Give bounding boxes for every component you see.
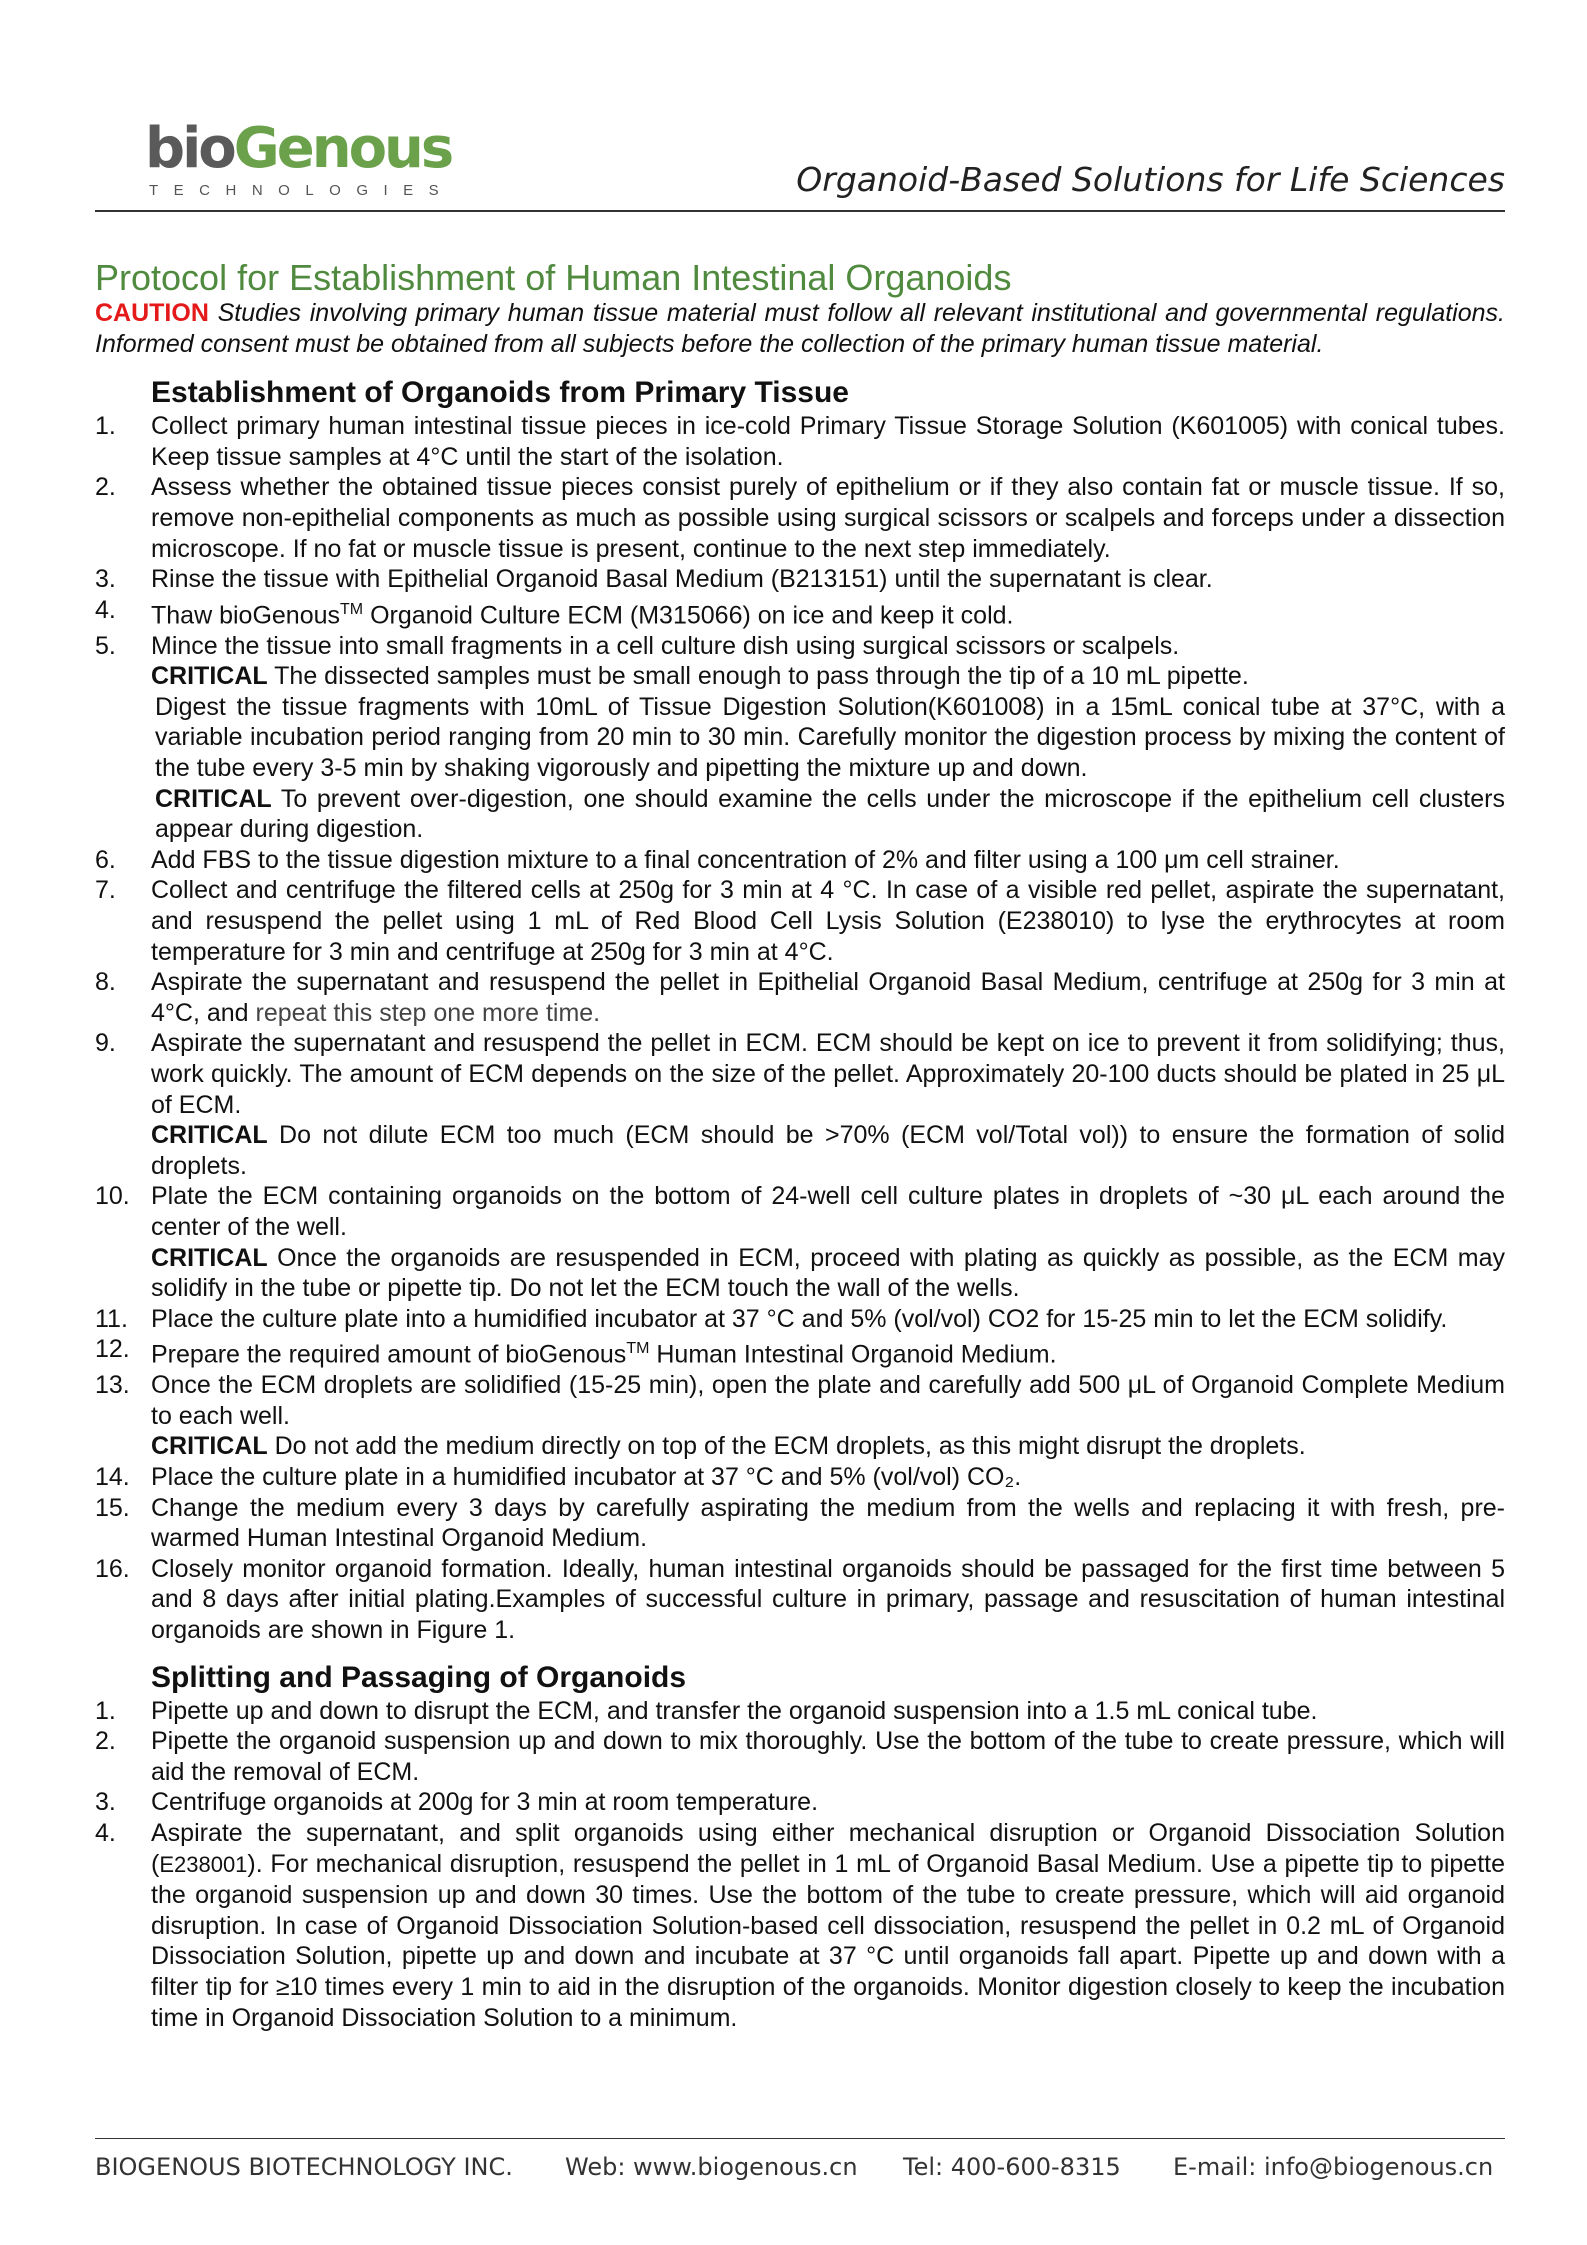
footer-divider xyxy=(95,2138,1505,2139)
step-number: 1. xyxy=(95,1696,116,1725)
step-text: Collect primary human intestinal tissue pieces in ice-cold Primary Tissue Storage Solution (K601005) with conical tubes. Keep tissue samples at 4°C until the start of the isolation. xyxy=(151,412,1505,471)
step-number: 8. xyxy=(95,968,116,997)
critical-note xyxy=(95,661,1505,692)
logo-wordmark-genous: Genous xyxy=(233,116,452,181)
step-text: Aspirate the supernatant and resuspend the pellet in Epithelial Organoid Basal Medium, centrifuge at 250g for 3 min at 4°C, and xyxy=(151,968,1505,1027)
step-number: 9. xyxy=(95,1029,116,1058)
step-number: 12. xyxy=(95,1335,130,1364)
section-heading-passaging: Splitting and Passaging of Organoids xyxy=(151,1660,687,1694)
step-number: 1. xyxy=(95,412,116,441)
step-text: ). For mechanical disruption, resuspend the pellet in 1 mL of Organoid Basal Medium. Use a pipette tip to pipette the organoid suspension up and down 30 times. Use the bottom of the tube to create pressure, which will aid organoid disruption. In case of Organoid Dissociation Solution-based cell dissociation, resuspend the pellet in 0.2 mL of Organoid Dissociation Solution, pipette up and down and incubate at 37 °C until organoids fall apart. Pipette up and down with a filter tip for ≥10 times every 1 min to aid in the disruption of the organoids. Monitor digestion closely to keep the incubation time in Organoid Dissociation Solution to a minimum. xyxy=(151,1849,1505,2032)
critical-note xyxy=(95,784,1505,845)
caution-text: Studies involving primary human tissue material must follow all relevant institutional and governmental regulations. Informed consent must be obtained from all subjects before the collection of the primary human tissue material. xyxy=(95,299,1505,358)
trademark-superscript: TM xyxy=(340,600,364,618)
list-item xyxy=(95,1818,1505,2033)
step-text: Plate the ECM containing organoids on the bottom of 24-well cell culture plates in droplets of ~30 μL each around the center of the well. xyxy=(151,1182,1505,1241)
establishment-steps xyxy=(95,411,1505,1645)
list-item xyxy=(95,1304,1505,1335)
list-item xyxy=(95,631,1505,662)
critical-text: The dissected samples must be small enough to pass through the tip of a 10 mL pipette. xyxy=(267,662,1249,691)
step-number: 4. xyxy=(95,595,116,624)
step-text: Rinse the tissue with Epithelial Organoid Basal Medium (B213151) until the supernatant is clear. xyxy=(151,565,1213,594)
critical-note xyxy=(95,1243,1505,1304)
trademark-superscript: TM xyxy=(626,1340,650,1358)
list-item xyxy=(95,1462,1505,1493)
critical-label: CRITICAL xyxy=(155,784,272,813)
logo-wordmark xyxy=(145,118,451,180)
step-text: Human Intestinal Organoid Medium. xyxy=(649,1340,1057,1369)
step-number: 7. xyxy=(95,876,116,905)
list-item xyxy=(95,1554,1505,1646)
page-header xyxy=(95,118,1505,214)
step-text: Add FBS to the tissue digestion mixture to a final concentration of 2% and filter using a 100 μm cell strainer. xyxy=(151,845,1340,874)
step-text: Place the culture plate in a humidified incubator at 37 °C and 5% (vol/vol) CO₂. xyxy=(151,1463,1022,1492)
caution-notice xyxy=(95,298,1505,359)
step-text: Closely monitor organoid formation. Ideally, human intestinal organoids should be passaged for the first time between 5 and 8 days after initial plating.Examples of successful culture in primary, passage and resuscitation of human intestinal organoids are shown in Figure 1. xyxy=(151,1554,1505,1644)
logo-subtitle: TECHNOLOGIES xyxy=(149,182,455,199)
catalog-number: E238001 xyxy=(159,1851,248,1877)
biogenous-logo xyxy=(145,116,455,199)
header-tagline: Organoid-Based Solutions for Life Sciences xyxy=(796,160,1505,199)
section-heading-establishment: Establishment of Organoids from Primary Tissue xyxy=(151,376,849,410)
step-number: 4. xyxy=(95,1818,116,1847)
critical-text: Do not dilute ECM too much (ECM should be >70% (ECM vol/Total vol)) to ensure the formation of solid droplets. xyxy=(151,1121,1505,1180)
list-item xyxy=(95,1370,1505,1431)
logo-wordmark-bio: bio xyxy=(145,116,234,181)
critical-note xyxy=(95,1431,1505,1462)
step-text: Pipette up and down to disrupt the ECM, and transfer the organoid suspension into a 1.5 mL conical tube. xyxy=(151,1696,1318,1725)
step-number: 5. xyxy=(95,631,116,660)
step-text: Aspirate the supernatant and resuspend the pellet in ECM. ECM should be kept on ice to prevent it from solidifying; thus, work quickly. The amount of ECM depends on the size of the pellet. Approximately 20-100 ducts should be plated in 25 μL of ECM. xyxy=(151,1029,1505,1119)
step-text: Pipette the organoid suspension up and down to mix thoroughly. Use the bottom of the tube to create pressure, which will aid the removal of ECM. xyxy=(151,1727,1505,1786)
step-number: 2. xyxy=(95,473,116,502)
header-divider xyxy=(95,210,1505,212)
list-item xyxy=(95,967,1505,1028)
step-text: Organoid Culture ECM (M315066) on ice and keep it cold. xyxy=(363,601,1014,630)
footer-web-link[interactable]: Web: www.biogenous.cn xyxy=(565,2153,858,2181)
step-text: Mince the tissue into small fragments in a cell culture dish using surgical scissors or scalpels. xyxy=(151,631,1180,660)
step-number: 6. xyxy=(95,845,116,874)
step-text: Thaw bioGenous xyxy=(151,601,341,630)
footer-company: BIOGENOUS BIOTECHNOLOGY INC. xyxy=(95,2153,513,2181)
footer-phone: Tel: 400-600-8315 xyxy=(903,2153,1121,2181)
step-text: Collect and centrifuge the filtered cells at 250g for 3 min at 4 °C. In case of a visible red pellet, aspirate the supernatant, and resuspend the pellet using 1 mL of Red Blood Cell Lysis Solution (E238010) to lyse the erythrocytes at room temperature for 3 min and centrifuge at 250g for 3 min at 4°C. xyxy=(151,876,1505,966)
list-item xyxy=(95,1696,1505,1727)
critical-label: CRITICAL xyxy=(151,662,268,691)
step-number: 11. xyxy=(95,1304,128,1333)
list-item xyxy=(95,472,1505,564)
step-number: 14. xyxy=(95,1463,130,1492)
step-number: 15. xyxy=(95,1493,130,1522)
page-title: Protocol for Establishment of Human Intestinal Organoids xyxy=(95,257,1012,298)
step-number: 13. xyxy=(95,1371,130,1400)
step-text: Once the ECM droplets are solidified (15-25 min), open the plate and carefully add 500 μL of Organoid Complete Medium to each well. xyxy=(151,1371,1505,1430)
step-number: 2. xyxy=(95,1727,116,1756)
list-item xyxy=(95,845,1505,876)
caution-label: CAUTION xyxy=(95,299,209,327)
list-item xyxy=(95,595,1505,631)
list-item xyxy=(95,1726,1505,1787)
step-number: 10. xyxy=(95,1182,130,1211)
step-text: Assess whether the obtained tissue pieces consist purely of epithelium or if they also contain fat or muscle tissue. If so, remove non-epithelial components as much as possible using surgical scissors or scalpels and forceps under a dissection microscope. If no fat or muscle tissue is present, continue to the next step immediately. xyxy=(151,473,1505,563)
critical-label: CRITICAL xyxy=(151,1243,268,1272)
critical-text: Once the organoids are resuspended in ECM, proceed with plating as quickly as possible, as the ECM may solidify in the tube or pipette tip. Do not let the ECM touch the wall of the wells. xyxy=(151,1243,1505,1303)
step-text-gray: repeat this step one more time. xyxy=(255,998,601,1027)
critical-text: Do not add the medium directly on top of the ECM droplets, as this might disrupt the droplets. xyxy=(267,1432,1306,1461)
list-item xyxy=(95,564,1505,595)
list-item xyxy=(95,1787,1505,1818)
list-item xyxy=(95,1028,1505,1120)
step-text: Place the culture plate into a humidified incubator at 37 °C and 5% (vol/vol) CO2 for 15-25 min to let the ECM solidify. xyxy=(151,1304,1448,1333)
passaging-steps xyxy=(95,1696,1505,2034)
critical-text: To prevent over-digestion, one should examine the cells under the microscope if the epithelium cell clusters appear during digestion. xyxy=(155,784,1505,844)
step-number: 3. xyxy=(95,565,116,594)
step-text: Change the medium every 3 days by carefully aspirating the medium from the wells and replacing it with fresh, pre-warmed Human Intestinal Organoid Medium. xyxy=(151,1493,1505,1553)
critical-note xyxy=(95,1120,1505,1181)
step-number: 16. xyxy=(95,1554,130,1583)
document-body xyxy=(95,258,1505,2033)
critical-label: CRITICAL xyxy=(151,1121,268,1150)
step-text: Centrifuge organoids at 200g for 3 min at room temperature. xyxy=(151,1788,819,1817)
list-item xyxy=(95,411,1505,472)
digestion-paragraph: Digest the tissue fragments with 10mL of Tissue Digestion Solution(K601008) in a 15mL conical tube at 37°C, with a variable incubation period ranging from 20 min to 30 min. Carefully monitor the digestion process by mixing the content of the tube every 3-5 min by shaking vigorously and pipetting the mixture up and down. xyxy=(155,692,1505,783)
step-text: Prepare the required amount of bioGenous xyxy=(151,1340,627,1369)
list-item xyxy=(95,875,1505,967)
list-item xyxy=(95,1181,1505,1242)
footer-email-link[interactable]: E-mail: info@biogenous.cn xyxy=(1173,2153,1494,2181)
list-item xyxy=(95,1334,1505,1370)
list-item xyxy=(95,1493,1505,1554)
step-text: Aspirate the supernatant, and split organoids using either mechanical disruption or Organoid Dissociation Solution ( xyxy=(151,1818,1505,1878)
critical-label: CRITICAL xyxy=(151,1432,268,1461)
step-number: 3. xyxy=(95,1788,116,1817)
